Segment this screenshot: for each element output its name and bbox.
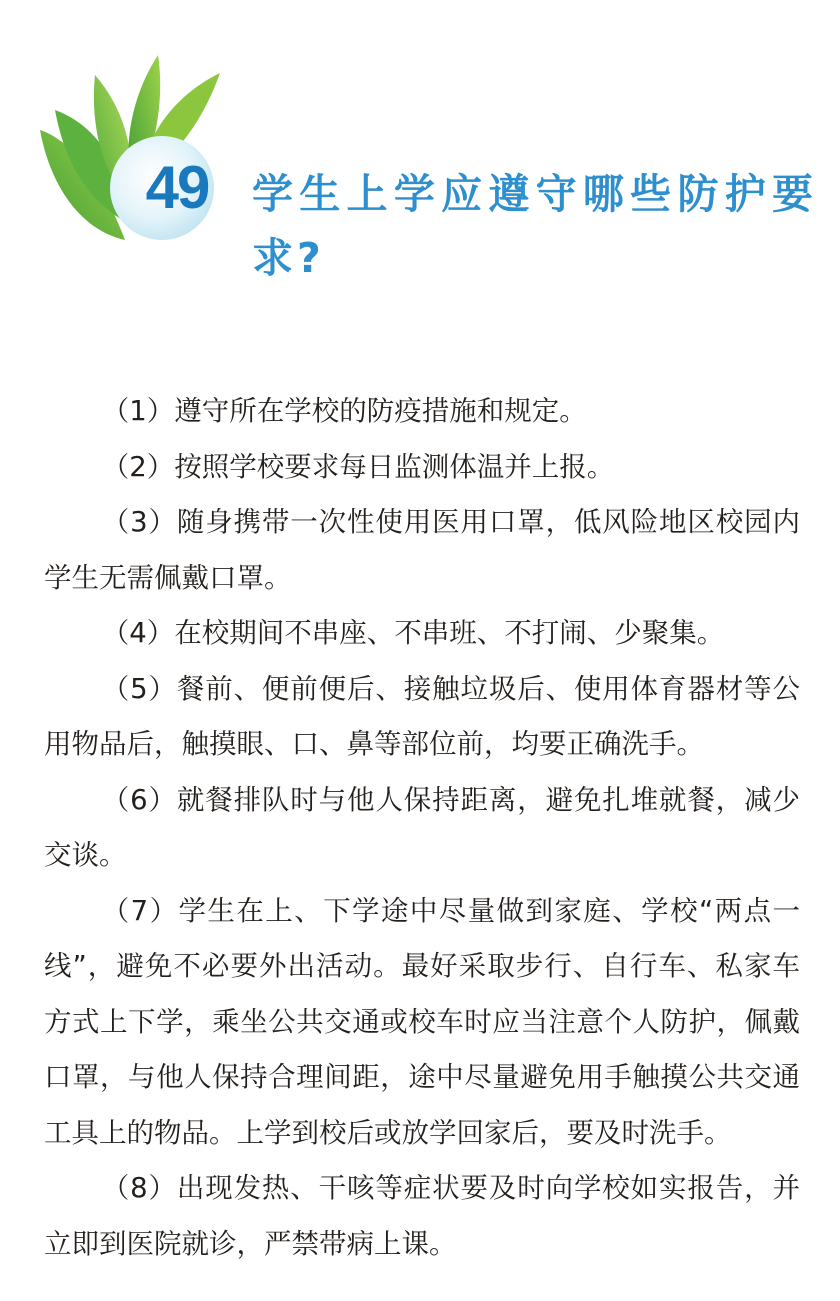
list-item: （8）出现发热、干咳等症状要及时向学校如实报告，并立即到医院就诊，严禁带病上课。 xyxy=(44,1172,800,1260)
list-item: （6）就餐排队时与他人保持距离，避免扎堆就餐，减少交谈。 xyxy=(44,783,800,871)
list-item: （4）在校期间不串座、不串班、不打闹、少聚集。 xyxy=(101,617,725,649)
page-title: 学生上学应遵守哪些防护要求? xyxy=(252,170,817,282)
article-body xyxy=(44,384,800,1272)
list-item: （2）按照学校要求每日监测体温并上报。 xyxy=(101,450,615,483)
chapter-badge xyxy=(40,55,225,245)
list-item: （7）学生在上、下学途中尽量做到家庭、学校“两点一线”，避免不必要外出活动。最好采取步行、自行车、私家车方式上下学，乘坐公共交通或校车时应当注意个人防护，佩戴口罩，与他人保持合理间距，途中尽量避免用手触摸公共交通工具上的物品。上学到校后或放学回家后，要及时洗手。 xyxy=(44,894,800,1149)
list-item: （5）餐前、便前便后、接触垃圾后、使用体育器材等公用物品后，触摸眼、口、鼻等部位前，均要正确洗手。 xyxy=(44,672,800,760)
list-item: （1）遵守所在学校的防疫措施和规定。 xyxy=(101,395,587,427)
chapter-number: 49 xyxy=(145,154,209,221)
list-item: （3）随身携带一次性使用医用口罩，低风险地区校园内学生无需佩戴口罩。 xyxy=(44,506,800,594)
